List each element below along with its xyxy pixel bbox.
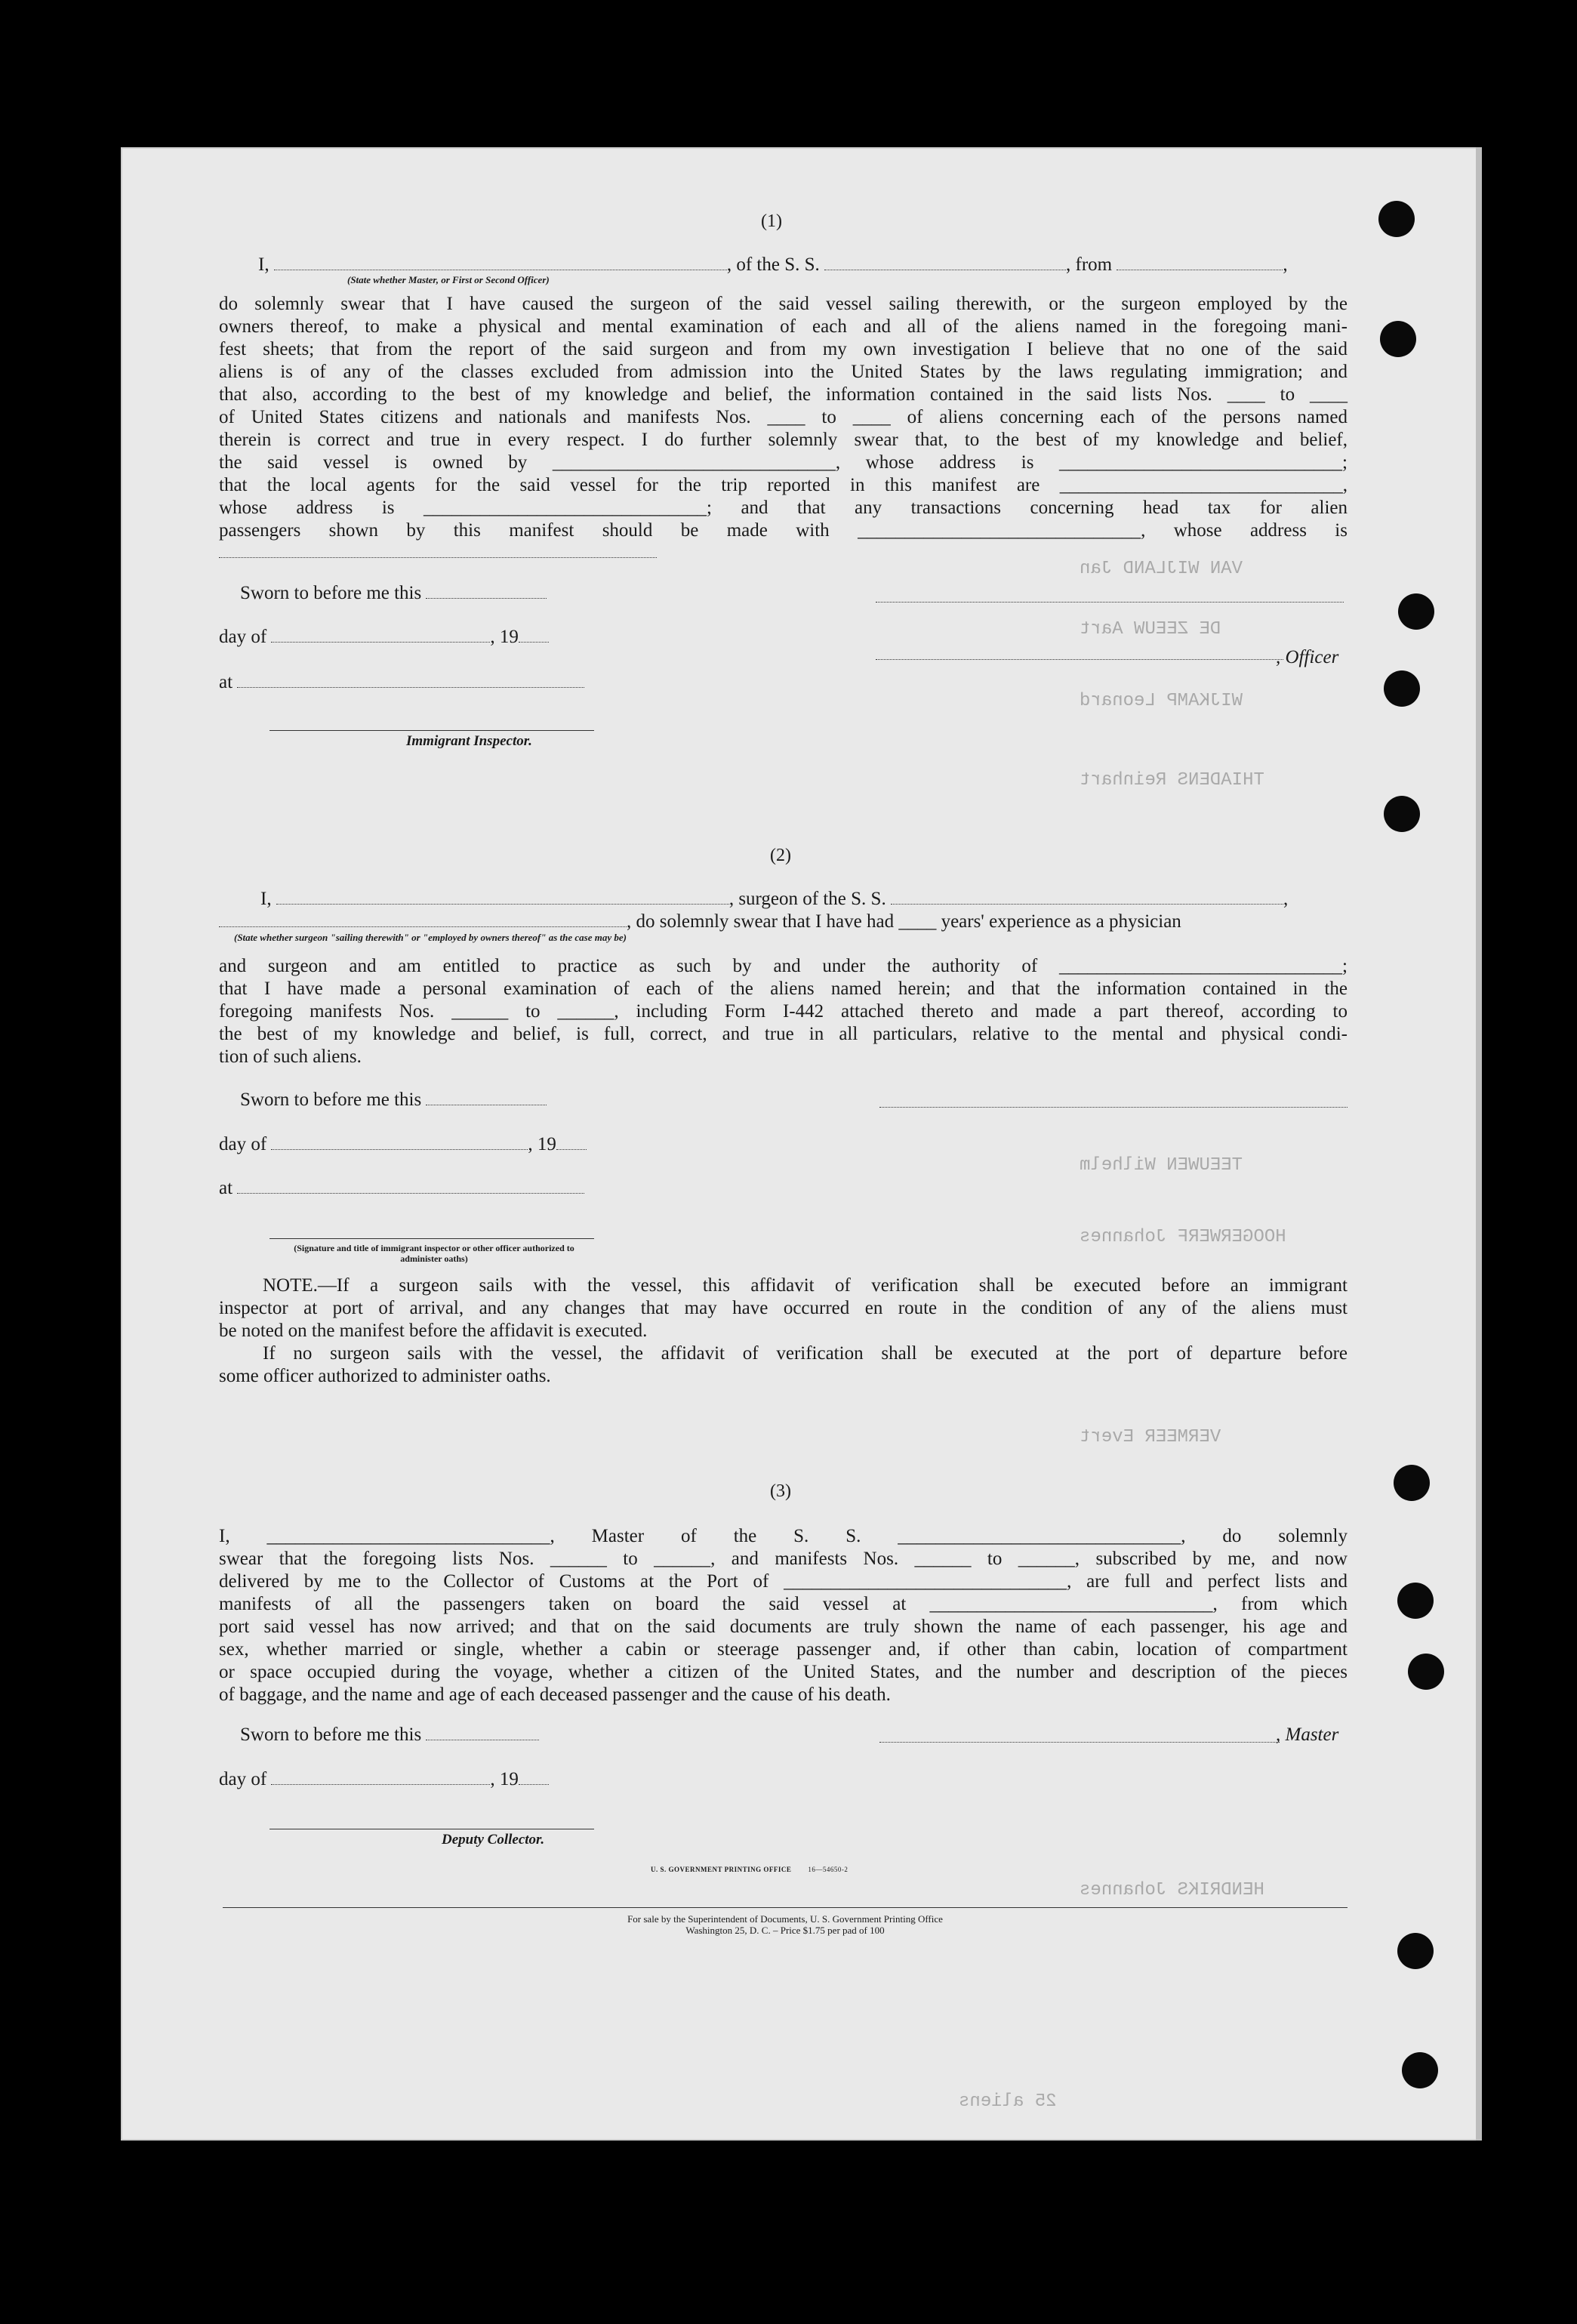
bleed-through-text: HOOGERWERF Johannes: [1080, 1227, 1286, 1247]
s3-sworn: [240, 1725, 539, 1746]
s2-vessel-field[interactable]: [891, 890, 1283, 905]
s1-sworn-date-field[interactable]: [426, 584, 547, 599]
s2-at: [219, 1178, 584, 1199]
s1-day-of: [219, 627, 549, 648]
footer-sale: [223, 1913, 1348, 1936]
s3-collector-label: Deputy Collector.: [442, 1832, 545, 1848]
s2-line2-text: , do solemnly swear that I have had ____ years' experience as a physician: [627, 911, 1181, 932]
s3-year-label: , 19: [490, 1769, 519, 1789]
section-1-number: (1): [761, 211, 782, 231]
s3-master-signature-line[interactable]: [879, 1742, 1280, 1743]
s3-para-line: delivered by me to the Collector of Customs at the Port of ______________________________, are full and perfect lists and: [219, 1571, 1348, 1592]
s1-year-label: , 19: [490, 627, 519, 647]
s2-note-line: be noted on the manifest before the affidavit is executed.: [219, 1321, 648, 1341]
s2-para-line: foregoing manifests Nos. ______ to ______, including Form I-442 attached thereto and made a part thereof, according to: [219, 1001, 1348, 1022]
s2-sworn-label: Sworn to before me this: [240, 1090, 422, 1110]
bleed-through-text: HENDRIKS Johannes: [1080, 1880, 1264, 1900]
s2-note: [219, 1275, 1348, 1388]
s1-para-line: fest sheets; that from the report of the said surgeon and from my own investigation I believe that no one of the said: [219, 339, 1348, 359]
s2-at-field[interactable]: [237, 1179, 584, 1194]
s2-para-line: the best of my knowledge and belief, is full, correct, and true in all particulars, relative to the mental and physical condi-: [219, 1024, 1348, 1044]
s2-sig-caption: (Signature and title of immigrant inspector or other officer authorized to administer oaths): [294, 1243, 574, 1264]
s1-para-line: passengers shown by this manifest should be made with ______________________________, whose address is: [219, 520, 1348, 541]
footer-sale-line: Washington 25, D. C. – Price $1.75 per pad of 100: [685, 1925, 885, 1936]
punch-hole: [1408, 1654, 1444, 1690]
s3-sworn-label: Sworn to before me this: [240, 1725, 422, 1745]
punch-hole: [1397, 1583, 1434, 1619]
s2-surgeon-signature-line[interactable]: [879, 1107, 1348, 1108]
s1-para-line: that the local agents for the said vessel for the trip reported in this manifest are ______________________________,: [219, 475, 1348, 495]
s3-day-of-label: day of: [219, 1769, 267, 1789]
footer-sale-line: For sale by the Superintendent of Documents, U. S. Government Printing Office: [627, 1913, 943, 1925]
s2-note-line: inspector at port of arrival, and any changes that may have occurred en route in the condition of any of the aliens must: [219, 1298, 1348, 1318]
s2-year-field[interactable]: [556, 1136, 587, 1150]
s3-para-line: I, ______________________________, Master of the S. S. ______________________________, do solemnly: [219, 1526, 1348, 1546]
s3-para-line: of baggage, and the name and age of each deceased passenger and the cause of his death.: [219, 1684, 891, 1705]
sheet-edge: [1476, 147, 1482, 2141]
s1-vessel-field[interactable]: [824, 256, 1066, 270]
form-number: 16—54650-2: [808, 1866, 849, 1873]
s2-day-field[interactable]: [271, 1136, 528, 1150]
s2-line2: [219, 911, 1348, 932]
s2-note2-line: If no surgeon sails with the vessel, the affidavit of verification shall be executed at the port of departure before: [263, 1343, 1348, 1364]
s1-para-line: of United States citizens and nationals and manifests Nos. ____ to ____ of aliens concerning each of the persons named: [219, 407, 1348, 427]
s1-para-line: that also, according to the best of my knowledge and belief, the information contained in the said lists Nos. ____ to ____: [219, 384, 1348, 405]
s3-year-field[interactable]: [519, 1771, 549, 1785]
punch-hole: [1380, 321, 1416, 357]
section-3-number: (3): [770, 1481, 791, 1501]
s1-line1-pre: I,: [258, 254, 270, 275]
s3-day-field[interactable]: [271, 1771, 490, 1785]
bleed-through-text: TEEUWEN Wilhelm: [1080, 1155, 1243, 1176]
s1-at-field[interactable]: [237, 673, 584, 688]
footer-rule: [223, 1907, 1348, 1908]
s2-year-label: , 19: [528, 1134, 556, 1154]
punch-hole: [1394, 1465, 1430, 1501]
s1-line1: I, , of the S. S. , from ,: [258, 254, 1288, 275]
s2-surgeon-name-field[interactable]: [276, 890, 729, 905]
bleed-through-text: THIADENS Reinhart: [1080, 770, 1264, 791]
s2-para-line: and surgeon and am entitled to practice as such by and under the authority of ______________________________;: [219, 956, 1348, 976]
s2-at-label: at: [219, 1178, 233, 1198]
s1-day-of-label: day of: [219, 627, 267, 647]
s1-from-field[interactable]: [1117, 256, 1283, 270]
bleed-through-text: 25 aliens: [959, 2091, 1057, 2112]
s3-para-line: swear that the foregoing lists Nos. ______ to ______, and manifests Nos. ______ to ______, subscribed by me, and now: [219, 1549, 1348, 1569]
s1-para-line: therein is correct and true in every respect. I do further solemnly swear that, to the best of my knowledge and belief,: [219, 430, 1348, 450]
s2-caption: (State whether surgeon "sailing therewith" or "employed by owners thereof" as the case may be): [234, 932, 627, 943]
bleed-through-text: DE ZEEUW Aart: [1080, 619, 1221, 640]
s1-line1-caption: (State whether Master, or First or Second Officer): [347, 274, 550, 285]
gpo-label: U. S. GOVERNMENT PRINTING OFFICE: [651, 1866, 792, 1873]
s2-para-line: tion of such aliens.: [219, 1046, 362, 1067]
s1-line1-end: , from: [1066, 254, 1113, 275]
s2-sworn-date-field[interactable]: [426, 1091, 547, 1105]
s2-paragraph: [219, 955, 1348, 1068]
s1-signature-line-top[interactable]: [876, 602, 1344, 603]
s1-day-field[interactable]: [271, 628, 490, 643]
punch-hole: [1398, 593, 1434, 630]
s1-address-line[interactable]: [219, 557, 657, 558]
s2-line1-pre: I,: [260, 889, 272, 909]
s2-note2-line: some officer authorized to administer oaths.: [219, 1366, 551, 1386]
s2-note-line: NOTE.—If a surgeon sails with the vessel, this affidavit of verification shall be executed before an immigrant: [263, 1275, 1348, 1296]
punch-hole: [1397, 1933, 1434, 1969]
s2-status-field[interactable]: [219, 913, 627, 927]
s3-master-label: , Master: [1276, 1725, 1339, 1745]
punch-hole: [1384, 670, 1420, 707]
s3-paragraph: [219, 1525, 1348, 1706]
s1-para-line: aliens is of any of the classes excluded from admission into the United States by the laws regulating immigration; and: [219, 362, 1348, 382]
s2-inspector-line[interactable]: [270, 1238, 594, 1239]
s1-line1-mid: , of the S. S.: [726, 254, 820, 275]
s3-para-line: sex, whether married or single, whether a cabin or steerage passenger and, if other than cabin, location of compartment: [219, 1639, 1348, 1660]
s2-line1-mid: , surgeon of the S. S.: [728, 889, 886, 909]
s2-line1: I, , surgeon of the S. S. ,: [260, 889, 1289, 909]
s1-inspector-label: Immigrant Inspector.: [406, 733, 532, 749]
s1-officer-field[interactable]: [274, 256, 727, 270]
s3-day-of: [219, 1769, 549, 1790]
s2-day-of-label: day of: [219, 1134, 267, 1154]
s1-para-line: whose address is ______________________________; and that any transactions concerning head tax for alien: [219, 498, 1348, 518]
bleed-through-text: WIJKAMP Leonard: [1080, 691, 1243, 711]
s1-year-field[interactable]: [519, 628, 549, 643]
s1-para-line: owners thereof, to make a physical and mental examination of each and all of the aliens named in the foregoing mani-: [219, 316, 1348, 337]
s1-at: [219, 672, 584, 693]
bleed-through-text: VAN WIJLAND Jan: [1080, 559, 1243, 579]
gpo-imprint: [651, 1866, 848, 1873]
punch-hole: [1384, 796, 1420, 832]
section-2-number: (2): [770, 846, 791, 865]
s1-at-label: at: [219, 672, 233, 692]
s2-para-line: that I have made a personal examination of each of the aliens named herein; and that the information contained in the: [219, 979, 1348, 999]
s1-sworn-label: Sworn to before me this: [240, 583, 422, 603]
s3-para-line: manifests of all the passengers taken on board the said vessel at ______________________________, from which: [219, 1594, 1348, 1614]
s1-para-line: the said vessel is owned by ______________________________, whose address is ______________________________;: [219, 452, 1348, 473]
bleed-through-text: VERMEER Evert: [1080, 1427, 1221, 1447]
s1-inspector-line[interactable]: [270, 730, 594, 731]
s3-sworn-date-field[interactable]: [426, 1726, 539, 1740]
s1-officer-signature-line[interactable]: [876, 659, 1283, 660]
s1-sworn: [240, 583, 547, 604]
s1-para-line: do solemnly swear that I have caused the surgeon of the said vessel sailing therewith, or the surgeon employed by the: [219, 294, 1348, 314]
s2-day-of: [219, 1134, 587, 1155]
punch-hole: [1378, 201, 1415, 237]
s1-paragraph: [219, 293, 1348, 542]
s1-officer-label: , Officer: [1276, 647, 1339, 667]
s3-para-line: or space occupied during the voyage, whether a citizen of the United States, and the number and description of the pieces: [219, 1662, 1348, 1682]
punch-hole: [1402, 2052, 1438, 2088]
s3-para-line: port said vessel has now arrived; and that on the said documents are truly shown the name of each passenger, his age and: [219, 1617, 1348, 1637]
s2-sworn: [240, 1090, 547, 1111]
